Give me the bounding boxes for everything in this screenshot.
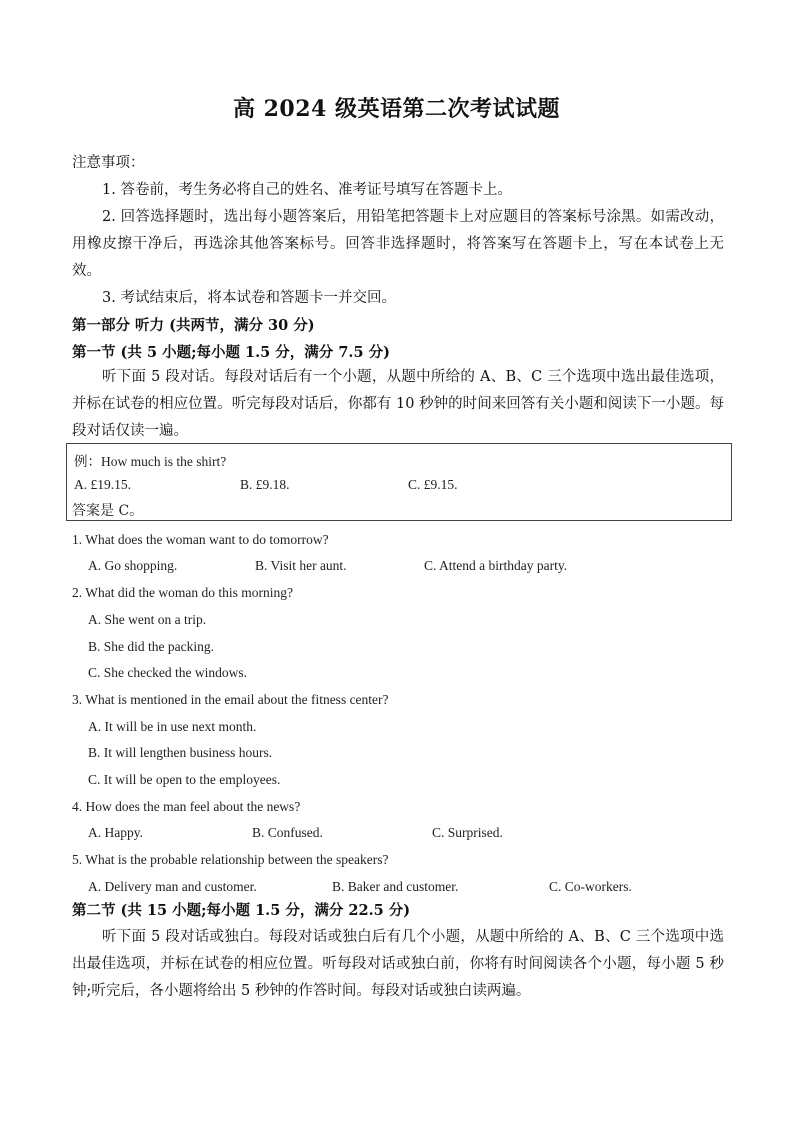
notice-item-1: 1. 答卷前，考生务必将自己的姓名、准考证号填写在答题卡上。 — [102, 182, 512, 198]
question-3-option-b: B. It will lengthen business hours. — [88, 745, 273, 760]
example-option-c: C. £9.15. — [408, 477, 458, 492]
page-title: 高 2024 级英语第二次考试试题 — [232, 96, 561, 122]
question-2-stem: 2. What did the woman do this morning? — [72, 585, 293, 600]
question-4-stem: 4. How does the man feel about the news? — [72, 799, 301, 814]
example-box — [66, 443, 732, 521]
question-2-option-a: A. She went on a trip. — [88, 612, 207, 627]
question-5-option-b: B. Baker and customer. — [332, 879, 459, 894]
section2-heading: 第二节 (共 15 小题;每小题 1.5 分，满分 22.5 分) — [72, 902, 411, 919]
example-option-b: B. £9.18. — [240, 477, 290, 492]
example-option-a: A. £19.15. — [74, 477, 131, 492]
question-5-option-c: C. Co-workers. — [549, 879, 632, 894]
example-answer: 答案是 C。 — [72, 503, 144, 519]
section1-instructions: 听下面 5 段对话。每段对话后有一个小题，从题中所给的 A、B、C 三个选项中选出最佳选项，并标在试卷的相应位置。听完每段对话后，你都有 10 秒钟的时间来回答有关小题和阅读下一小题。每段对话仅读一遍。 — [72, 369, 724, 439]
question-1-stem: 1. What does the woman want to do tomorrow? — [72, 532, 329, 547]
question-1-option-b: B. Visit her aunt. — [255, 558, 347, 573]
question-4-option-c: C. Surprised. — [432, 825, 503, 840]
question-2-option-b: B. She did the packing. — [88, 639, 214, 654]
notice-heading: 注意事项： — [72, 155, 145, 171]
question-3-stem: 3. What is mentioned in the email about the fitness center? — [72, 692, 389, 707]
question-4-option-a: A. Happy. — [88, 825, 143, 840]
question-4-option-b: B. Confused. — [252, 825, 323, 840]
question-1-option-a: A. Go shopping. — [88, 558, 178, 573]
question-2-option-c: C. She checked the windows. — [88, 665, 247, 680]
question-3-option-a: A. It will be in use next month. — [88, 719, 257, 734]
example-question: 例：How much is the shirt? — [74, 454, 227, 469]
question-5-stem: 5. What is the probable relationship between the speakers? — [72, 852, 389, 867]
question-5-option-a: A. Delivery man and customer. — [88, 879, 257, 894]
question-1-option-c: C. Attend a birthday party. — [424, 558, 568, 573]
question-3-option-c: C. It will be open to the employees. — [88, 772, 281, 787]
notice-item-2: 2. 回答选择题时，选出每小题答案后，用铅笔把答题卡上对应题目的答案标号涂黑。如需改动，用橡皮擦干净后，再选涂其他答案标号。回答非选择题时，将答案写在答题卡上，写在本试卷上无效。 — [72, 209, 724, 279]
section2-instructions: 听下面 5 段对话或独白。每段对话或独白后有几个小题，从题中所给的 A、B、C 三个选项中选出最佳选项，并标在试卷的相应位置。听每段对话或独白前，你将有时间阅读各个小题，每小题 5 秒钟;听完后，各小题将给出 5 秒钟的作答时间。每段对话或独白读两遍。 — [72, 929, 724, 999]
section1-heading: 第一节 (共 5 小题;每小题 1.5 分，满分 7.5 分) — [72, 344, 390, 361]
notice-item-3: 3. 考试结束后，将本试卷和答题卡一并交回。 — [102, 290, 396, 306]
part1-heading: 第一部分 听力 (共两节，满分 30 分) — [72, 317, 315, 334]
